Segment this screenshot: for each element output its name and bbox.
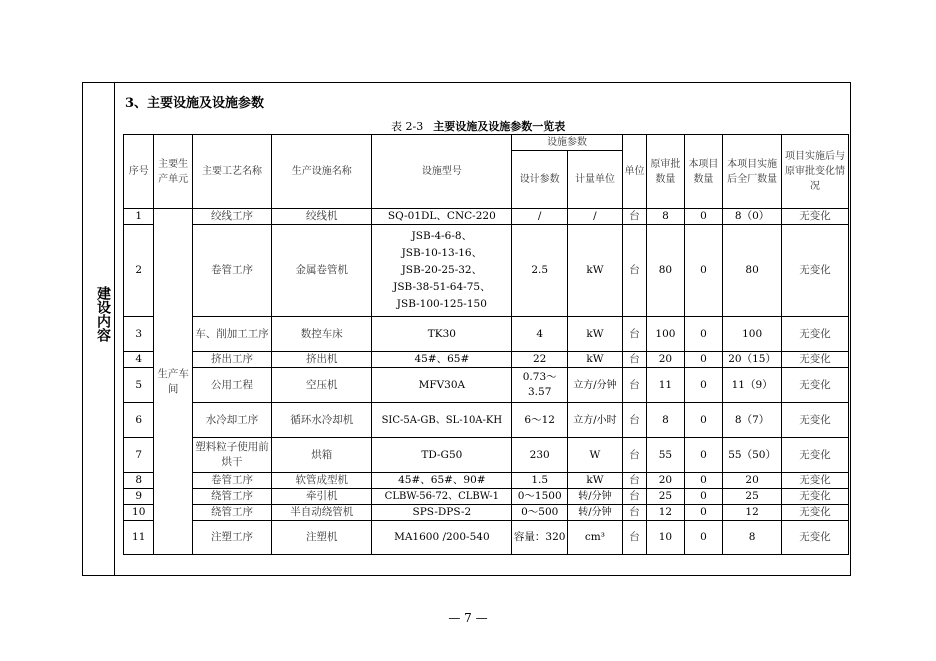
- table-row: [124, 225, 849, 317]
- production-unit: 生产车间: [154, 209, 193, 555]
- row-total: 12: [723, 505, 782, 521]
- row-this: 0: [684, 368, 723, 403]
- facility-table: [123, 134, 849, 555]
- row-measure-unit: 立方/分钟: [568, 368, 623, 403]
- row-process: 挤出工序: [192, 352, 271, 368]
- row-facility: 牵引机: [272, 489, 372, 505]
- row-design: 0～1500: [512, 489, 568, 505]
- row-change: 无变化: [782, 403, 849, 438]
- row-no: 11: [124, 521, 154, 555]
- row-orig: 20: [647, 352, 685, 368]
- row-this: 0: [684, 403, 723, 438]
- model-line: JSB-20-25-32、: [401, 264, 483, 276]
- row-unit: 台: [622, 403, 646, 438]
- row-unit: 台: [622, 317, 646, 352]
- row-no: 2: [124, 225, 154, 317]
- header-seq: 序号: [124, 135, 154, 209]
- header-process: 主要工艺名称: [192, 135, 271, 209]
- header-measure-unit: 计量单位: [568, 151, 623, 209]
- row-process: 车、削加工工序: [192, 317, 271, 352]
- row-this: 0: [684, 505, 723, 521]
- row-measure-unit: 立方/小时: [568, 403, 623, 438]
- row-measure-unit: W: [568, 438, 623, 473]
- row-measure-unit: kW: [568, 317, 623, 352]
- row-measure-unit: kW: [568, 473, 623, 489]
- table-row: [124, 438, 849, 473]
- model-line: JSB-38-51-64-75、: [393, 281, 491, 293]
- model-line: JSB-10-13-16、: [401, 247, 483, 259]
- row-model: 45#、65#: [372, 352, 512, 368]
- model-line: JSB-4-6-8、: [411, 230, 473, 242]
- header-unit-area: 主要生产单元: [154, 135, 193, 209]
- row-total: 20（15）: [723, 352, 782, 368]
- row-process: 注塑工序: [192, 521, 271, 555]
- row-change: 无变化: [782, 225, 849, 317]
- row-total: 8（7）: [723, 403, 782, 438]
- row-no: 4: [124, 352, 154, 368]
- row-design: 230: [512, 438, 568, 473]
- row-model: 45#、65#、90#: [372, 473, 512, 489]
- row-orig: 10: [647, 521, 685, 555]
- row-change: 无变化: [782, 489, 849, 505]
- header-this-qty: 本项目数量: [684, 135, 723, 209]
- row-model: CLBW-56-72、CLBW-1: [372, 489, 512, 505]
- row-facility: 挤出机: [272, 352, 372, 368]
- row-total: 8（0）: [723, 209, 782, 225]
- row-facility: 烘箱: [272, 438, 372, 473]
- side-column: [83, 83, 115, 575]
- row-design: 0～500: [512, 505, 568, 521]
- row-facility: 半自动绕管机: [272, 505, 372, 521]
- table-caption: [391, 118, 565, 134]
- row-orig: 100: [647, 317, 685, 352]
- header-model: 设施型号: [372, 135, 512, 209]
- row-facility: 绞线机: [272, 209, 372, 225]
- row-this: 0: [684, 473, 723, 489]
- row-no: 9: [124, 489, 154, 505]
- table-row: [124, 505, 849, 521]
- header-unit: 单位: [622, 135, 646, 209]
- row-design: 22: [512, 352, 568, 368]
- row-measure-unit: cm³: [568, 521, 623, 555]
- row-no: 5: [124, 368, 154, 403]
- row-this: 0: [684, 352, 723, 368]
- row-process: 公用工程: [192, 368, 271, 403]
- table-row: [124, 352, 849, 368]
- row-no: 3: [124, 317, 154, 352]
- row-process: 绕管工序: [192, 505, 271, 521]
- table-row: [124, 489, 849, 505]
- row-change: 无变化: [782, 438, 849, 473]
- row-orig: 8: [647, 403, 685, 438]
- row-total: 80: [723, 225, 782, 317]
- row-design: 4: [512, 317, 568, 352]
- row-this: 0: [684, 489, 723, 505]
- row-no: 7: [124, 438, 154, 473]
- row-facility: 数控车床: [272, 317, 372, 352]
- table-number: 表 2-3: [391, 120, 424, 133]
- row-orig: 80: [647, 225, 685, 317]
- row-total: 11（9）: [723, 368, 782, 403]
- row-measure-unit: kW: [568, 352, 623, 368]
- row-measure-unit: 转/分钟: [568, 505, 623, 521]
- row-model: MFV30A: [372, 368, 512, 403]
- row-model: TD-G50: [372, 438, 512, 473]
- table-row: [124, 209, 849, 225]
- page-number: — 7 —: [448, 611, 488, 625]
- row-model: SIC-5A-GB、SL-10A-KH: [372, 403, 512, 438]
- table-row: [124, 473, 849, 489]
- row-design: 1.5: [512, 473, 568, 489]
- row-this: 0: [684, 438, 723, 473]
- row-change: 无变化: [782, 209, 849, 225]
- header-design: 设计参数: [512, 151, 568, 209]
- table-row: [124, 521, 849, 555]
- row-change: 无变化: [782, 317, 849, 352]
- row-orig: 25: [647, 489, 685, 505]
- row-orig: 8: [647, 209, 685, 225]
- row-unit: 台: [622, 521, 646, 555]
- row-change: 无变化: [782, 368, 849, 403]
- row-this: 0: [684, 225, 723, 317]
- row-facility: 循环水冷却机: [272, 403, 372, 438]
- row-unit: 台: [622, 489, 646, 505]
- row-facility: 软管成型机: [272, 473, 372, 489]
- row-model: [372, 225, 512, 317]
- row-orig: 11: [647, 368, 685, 403]
- model-line: JSB-100-125-150: [396, 298, 487, 310]
- header-facility: 生产设施名称: [272, 135, 372, 209]
- row-no: 10: [124, 505, 154, 521]
- header-total-qty: 本项目实施后全厂数量: [723, 135, 782, 209]
- section-title: 3、主要设施及设施参数: [125, 96, 265, 111]
- row-unit: 台: [622, 438, 646, 473]
- row-process: 卷管工序: [192, 225, 271, 317]
- row-orig: 12: [647, 505, 685, 521]
- row-unit: 台: [622, 225, 646, 317]
- row-total: 100: [723, 317, 782, 352]
- row-process: 绞线工序: [192, 209, 271, 225]
- row-this: 0: [684, 209, 723, 225]
- row-design: /: [512, 209, 568, 225]
- row-design: 2.5: [512, 225, 568, 317]
- header-orig-qty: 原审批数量: [647, 135, 685, 209]
- row-no: 1: [124, 209, 154, 225]
- row-total: 25: [723, 489, 782, 505]
- row-change: 无变化: [782, 505, 849, 521]
- table-row: [124, 317, 849, 352]
- row-model: SPS-DPS-2: [372, 505, 512, 521]
- row-measure-unit: /: [568, 209, 623, 225]
- header-params-group: 设施参数: [512, 135, 623, 151]
- row-design: 0.73～3.57: [512, 368, 568, 403]
- row-measure-unit: 转/分钟: [568, 489, 623, 505]
- row-change: 无变化: [782, 521, 849, 555]
- row-change: 无变化: [782, 473, 849, 489]
- table-title: 主要设施及设施参数一览表: [433, 120, 566, 133]
- row-unit: 台: [622, 473, 646, 489]
- row-design: 容量：320: [512, 521, 568, 555]
- row-total: 8: [723, 521, 782, 555]
- row-facility: 金属卷管机: [272, 225, 372, 317]
- row-this: 0: [684, 317, 723, 352]
- row-orig: 20: [647, 473, 685, 489]
- row-model: MA1600 /200-540: [372, 521, 512, 555]
- row-model: TK30: [372, 317, 512, 352]
- row-process: 水冷却工序: [192, 403, 271, 438]
- row-total: 55（50）: [723, 438, 782, 473]
- table-row: [124, 368, 849, 403]
- row-process: 卷管工序: [192, 473, 271, 489]
- row-facility: 空压机: [272, 368, 372, 403]
- row-design: 6～12: [512, 403, 568, 438]
- row-no: 8: [124, 473, 154, 489]
- row-measure-unit: kW: [568, 225, 623, 317]
- row-unit: 台: [622, 505, 646, 521]
- side-label: 建设内容: [95, 286, 111, 342]
- row-process: 绕管工序: [192, 489, 271, 505]
- row-facility: 注塑机: [272, 521, 372, 555]
- row-model: SQ-01DL、CNC-220: [372, 209, 512, 225]
- row-unit: 台: [622, 209, 646, 225]
- header-change: 项目实施后与原审批变化情况: [782, 135, 849, 209]
- row-no: 6: [124, 403, 154, 438]
- row-process: 塑料粒子使用前烘干: [192, 438, 271, 473]
- table-row: [124, 403, 849, 438]
- row-this: 0: [684, 521, 723, 555]
- row-total: 20: [723, 473, 782, 489]
- row-unit: 台: [622, 352, 646, 368]
- page-frame: [82, 82, 851, 576]
- row-change: 无变化: [782, 352, 849, 368]
- row-unit: 台: [622, 368, 646, 403]
- row-orig: 55: [647, 438, 685, 473]
